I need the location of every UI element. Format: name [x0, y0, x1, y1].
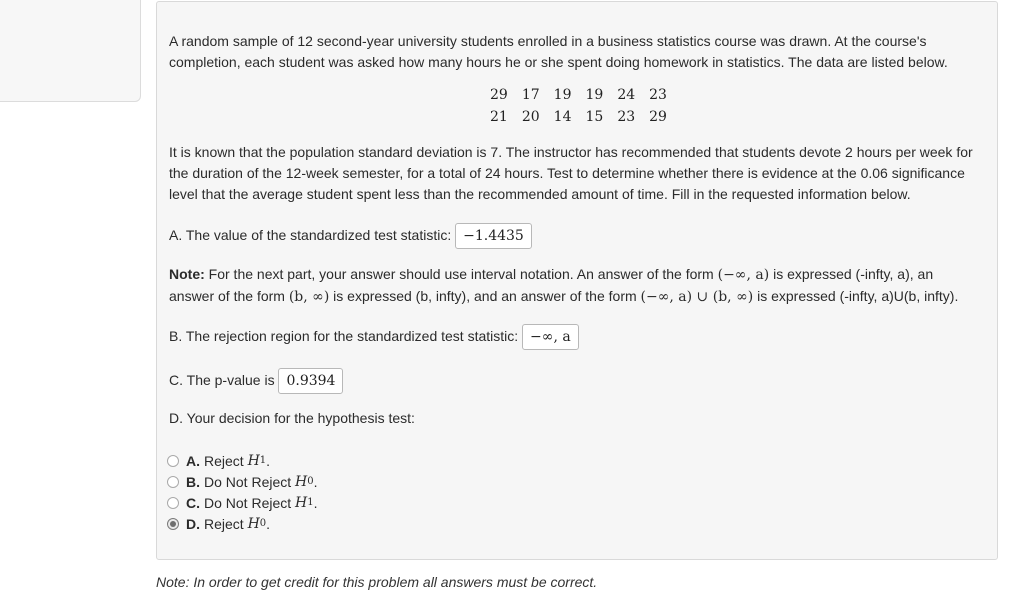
choice-symbol: H: [295, 494, 308, 511]
note-form-3: (−∞, a) ∪ (b, ∞): [640, 289, 754, 305]
test-statistic-answer[interactable]: −1.4435: [455, 223, 532, 249]
note-text-2b: is expressed (b, infty), and an answer of the form: [329, 288, 641, 304]
problem-card: [156, 1, 998, 560]
choice-end: .: [266, 452, 271, 469]
radio-button[interactable]: [167, 497, 179, 509]
data-cell: 29: [490, 87, 508, 103]
choice-text: Do Not Reject: [204, 494, 292, 511]
data-cell: 21: [490, 109, 508, 125]
problem-context: It is known that the population standard deviation is 7. The instructor has recommended that students devote 2 hours per week for the duration of the 12-week semester, for a total of 24 hours. Test to determine whether there is evidence at the 0.06 significance level that the average student spent less than the recommended amount of time. Fill in the requested information below.: [169, 144, 973, 202]
choice-subscript: 0: [307, 476, 314, 487]
choice-symbol: H: [247, 452, 260, 469]
choice-end: .: [313, 473, 318, 490]
rejection-region-answer[interactable]: −∞, a: [522, 324, 579, 350]
choice-symbol: H: [295, 473, 308, 490]
choice-subscript: 0: [259, 518, 267, 529]
part-a-label: A. The value of the standardized test statistic:: [169, 227, 452, 243]
data-table: [483, 84, 674, 128]
part-c: [169, 366, 985, 394]
choice-text: Do Not Reject: [204, 473, 292, 490]
data-cell: 23: [649, 87, 667, 103]
data-row: [483, 106, 674, 128]
data-row: [483, 84, 674, 106]
choice-letter: C.: [186, 494, 200, 511]
choice-subscript: 1: [259, 455, 267, 466]
choice-text: Reject: [204, 515, 244, 532]
data-cell: 20: [521, 109, 540, 125]
note-text-1b: is expressed (-infty, a), an: [769, 266, 934, 282]
interval-note: [169, 264, 985, 308]
choice-symbol: H: [247, 515, 260, 532]
note-label: Note:: [169, 266, 205, 282]
choice-end: .: [266, 515, 271, 532]
choice-end: .: [313, 494, 318, 511]
note-form-2: (b, ∞): [288, 289, 330, 305]
data-cell: 23: [617, 109, 636, 125]
choice-letter: D.: [186, 515, 200, 532]
data-cell: 19: [585, 87, 604, 103]
note-form-1: (−∞, a): [717, 267, 770, 283]
part-c-label: C. The p-value is: [169, 372, 275, 388]
radio-button[interactable]: [167, 455, 179, 467]
p-value-answer[interactable]: 0.9394: [278, 368, 343, 394]
part-b: [169, 322, 985, 350]
side-panel: [0, 0, 141, 102]
footer-note: Note: In order to get credit for this problem all answers must be correct.: [156, 574, 598, 590]
radio-button[interactable]: [167, 476, 179, 488]
note-text-2: answer of the form: [169, 288, 289, 304]
part-d-label: D. Your decision for the hypothesis test:: [169, 410, 415, 426]
part-a: [169, 221, 985, 249]
data-cell: 17: [521, 87, 540, 103]
choice-d[interactable]: [167, 513, 318, 534]
problem-intro: A random sample of 12 second-year university students enrolled in a business statistics course was drawn. At the course's completion, each student was asked how many hours he or she spent doing homework in statistics. The data are listed below.: [169, 33, 948, 70]
choice-letter: A.: [186, 452, 200, 469]
radio-button-selected[interactable]: [167, 518, 179, 530]
choice-a[interactable]: [167, 450, 318, 471]
data-cell: 24: [617, 87, 636, 103]
part-b-label: B. The rejection region for the standardized test statistic:: [169, 328, 519, 344]
data-cell: 29: [649, 109, 667, 125]
data-cell: 19: [553, 87, 572, 103]
data-cell: 15: [585, 109, 604, 125]
choice-text: Reject: [204, 452, 244, 469]
choice-b[interactable]: [167, 471, 318, 492]
note-text-1: For the next part, your answer should use interval notation. An answer of the form: [204, 266, 718, 282]
data-cell: 14: [553, 109, 572, 125]
choice-c[interactable]: [167, 492, 318, 513]
note-text-2c: is expressed (-infty, a)U(b, infty).: [753, 288, 959, 304]
choice-letter: B.: [186, 473, 200, 490]
decision-choices: [167, 450, 318, 534]
choice-subscript: 1: [307, 497, 314, 508]
